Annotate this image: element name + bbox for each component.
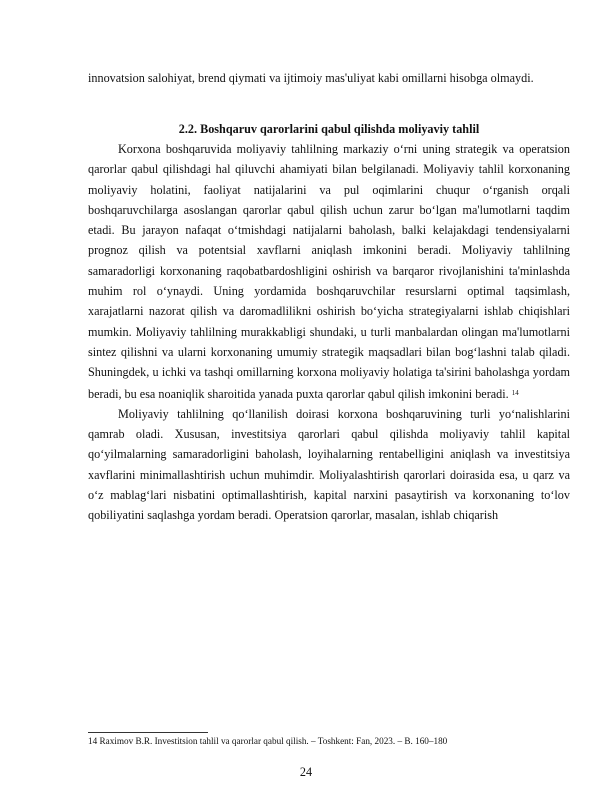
page-number: 24 [299,765,313,779]
intro-paragraph: innovatsion salohiyat, brend qiymati va ijtimoiy mas'uliyat kabi omillarni hisobga olmaydi. [88,71,534,85]
footnote-reference: 14 [511,388,519,397]
main-text-block [88,139,570,526]
paragraph-1 [88,139,570,404]
paragraph-2: Moliyaviy tahlilning qo‘llanilish doirasi korxona boshqaruvining turli yo‘nalishlarini qamrab oladi. Xususan, investitsiya qarorlari qabul qilishda moliyaviy tahlil kapital qo‘yilmalarning samaradorligini baholash, loyihalarning rentabelligini aniqlash va investitsiya xavflarini minimallashtirish uchun muhimdir. Moliyalashtirish qarorlari doirasida esa, u qarz va o‘z mablag‘lari nisbatini optimallashtirish, kapital narxini pasaytirish va korxonaning to‘lov qobiliyatini saqlashga yordam beradi. Operatsion qarorlar, masalan, ishlab chiqarish [88,406,570,523]
footnote: 14 Raximov B.R. Investitsion tahlil va qarorlar qabul qilish. – Toshkent: Fan, 2023. – B. 160–180 [88,736,448,746]
paragraph-1-text: Korxona boshqaruvida moliyaviy tahlilning markaziy o‘rni uning strategik va operatsion qarorlar qabul qilishdagi hal qiluvchi ahamiyati bilan belgilanadi. Moliyaviy tahlil korxonaning moliyaviy holatini, faoliyat natijalarini va pul oqimlarini chuqur o‘rganish orqali boshqaruvchilarga asoslangan qarorlar qabul qilish uchun zarur bo‘lgan ma'lumotlarni taqdim etadi. Bu jarayon nafaqat o‘tmishdagi natijalarni baholash, balki kelajakdagi tendensiyalarni prognoz qilish va potentsial xavflarni aniqlash imkonini beradi. Moliyaviy tahlilning samaradorligi korxonaning raqobatbardoshligini oshirish va barqaror rivojlanishini ta'minlashda muhim rol o‘ynaydi. Uning yordamida boshqaruvchilar resurslarni optimal taqsimlash, xarajatlarni nazorat qilish va daromadlilikni oshirish bo‘yicha strategiyalarni ishlab chiqishlari mumkin. Moliyaviy tahlilning murakkabligi shundaki, u turli manbalardan olingan ma'lumotlarni sintez qilishni va ularni korxonaning umumiy strategik maqsadlari bilan bog‘lashni talab qiladi. Shuningdek, u ichki va tashqi omillarning korxona moliyaviy holatiga ta'sirini baholashga yordam beradi, bu esa noaniqlik sharoitida yanada puxta qarorlar qabul qilish imkonini beradi. [88,142,570,401]
footnote-divider [88,732,208,733]
intro-text-block [88,68,570,88]
section-heading: 2.2. Boshqaruv qarorlarini qabul qilishda moliyaviy tahlil [178,122,480,136]
